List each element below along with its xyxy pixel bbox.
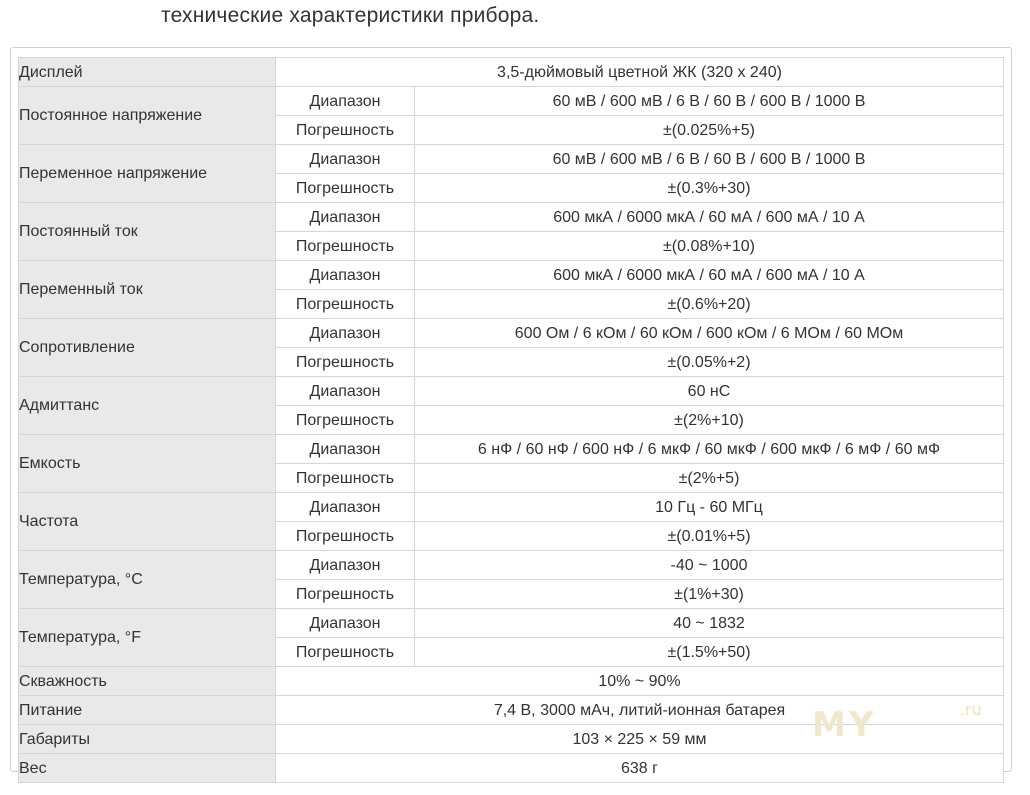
page-heading: технические характеристики прибора. (161, 4, 540, 27)
row-label: Постоянный ток (19, 203, 276, 261)
table-row (19, 261, 1004, 290)
table-row (19, 58, 1004, 87)
row-label: Дисплей (19, 58, 276, 87)
accuracy-value: ±(2%+10) (415, 406, 1004, 435)
accuracy-value: ±(1%+30) (415, 580, 1004, 609)
row-value: 3,5-дюймовый цветной ЖК (320 x 240) (276, 58, 1004, 87)
spec-table-body (19, 58, 1004, 783)
accuracy-value: ±(0.08%+10) (415, 232, 1004, 261)
accuracy-value: ±(0.3%+30) (415, 174, 1004, 203)
range-label: Диапазон (276, 377, 415, 406)
row-label: Переменный ток (19, 261, 276, 319)
row-value: 103 × 225 × 59 мм (276, 725, 1004, 754)
range-value: 6 нФ / 60 нФ / 600 нФ / 6 мкФ / 60 мкФ / 600 мкФ / 6 мФ / 60 мФ (415, 435, 1004, 464)
accuracy-value: ±(0.05%+2) (415, 348, 1004, 377)
row-value: 638 г (276, 754, 1004, 783)
range-label: Диапазон (276, 87, 415, 116)
accuracy-value: ±(2%+5) (415, 464, 1004, 493)
accuracy-label: Погрешность (276, 638, 415, 667)
table-row (19, 667, 1004, 696)
range-value: 10 Гц - 60 МГц (415, 493, 1004, 522)
table-row (19, 145, 1004, 174)
row-label: Питание (19, 696, 276, 725)
row-label: Переменное напряжение (19, 145, 276, 203)
range-label: Диапазон (276, 551, 415, 580)
row-label: Температура, °F (19, 609, 276, 667)
accuracy-label: Погрешность (276, 464, 415, 493)
accuracy-label: Погрешность (276, 116, 415, 145)
range-value: 40 ~ 1832 (415, 609, 1004, 638)
table-row (19, 754, 1004, 783)
range-label: Диапазон (276, 609, 415, 638)
range-value: 60 нС (415, 377, 1004, 406)
range-value: 600 мкА / 6000 мкА / 60 мА / 600 мА / 10 А (415, 203, 1004, 232)
row-value: 7,4 В, 3000 мАч, литий-ионная батарея (276, 696, 1004, 725)
table-row (19, 493, 1004, 522)
row-label: Частота (19, 493, 276, 551)
row-label: Адмиттанс (19, 377, 276, 435)
accuracy-value: ±(0.6%+20) (415, 290, 1004, 319)
range-label: Диапазон (276, 493, 415, 522)
accuracy-label: Погрешность (276, 406, 415, 435)
range-label: Диапазон (276, 145, 415, 174)
table-row (19, 203, 1004, 232)
range-value: 60 мВ / 600 мВ / 6 В / 60 В / 600 В / 1000 В (415, 87, 1004, 116)
row-label: Постоянное напряжение (19, 87, 276, 145)
accuracy-label: Погрешность (276, 290, 415, 319)
spec-table-frame (10, 47, 1012, 777)
range-label: Диапазон (276, 435, 415, 464)
table-row (19, 609, 1004, 638)
row-value: 10% ~ 90% (276, 667, 1004, 696)
accuracy-value: ±(0.01%+5) (415, 522, 1004, 551)
row-label: Емкость (19, 435, 276, 493)
range-label: Диапазон (276, 319, 415, 348)
row-label: Вес (19, 754, 276, 783)
row-label: Габариты (19, 725, 276, 754)
table-row (19, 435, 1004, 464)
range-label: Диапазон (276, 261, 415, 290)
watermark-logo-suffix: .ru (960, 700, 982, 719)
table-row (19, 551, 1004, 580)
accuracy-label: Погрешность (276, 522, 415, 551)
accuracy-value: ±(0.025%+5) (415, 116, 1004, 145)
spec-table (18, 57, 1004, 783)
row-label: Скважность (19, 667, 276, 696)
table-row (19, 377, 1004, 406)
range-value: 600 Ом / 6 кОм / 60 кОм / 600 кОм / 6 МОм / 60 МОм (415, 319, 1004, 348)
accuracy-label: Погрешность (276, 348, 415, 377)
accuracy-label: Погрешность (276, 232, 415, 261)
accuracy-label: Погрешность (276, 174, 415, 203)
row-label: Сопротивление (19, 319, 276, 377)
range-value: 600 мкА / 6000 мкА / 60 мА / 600 мА / 10 А (415, 261, 1004, 290)
accuracy-label: Погрешность (276, 580, 415, 609)
row-label: Температура, °C (19, 551, 276, 609)
accuracy-value: ±(1.5%+50) (415, 638, 1004, 667)
range-value: 60 мВ / 600 мВ / 6 В / 60 В / 600 В / 1000 В (415, 145, 1004, 174)
table-row (19, 87, 1004, 116)
table-row (19, 319, 1004, 348)
watermark-logo: MY (812, 705, 877, 745)
range-value: -40 ~ 1000 (415, 551, 1004, 580)
range-label: Диапазон (276, 203, 415, 232)
